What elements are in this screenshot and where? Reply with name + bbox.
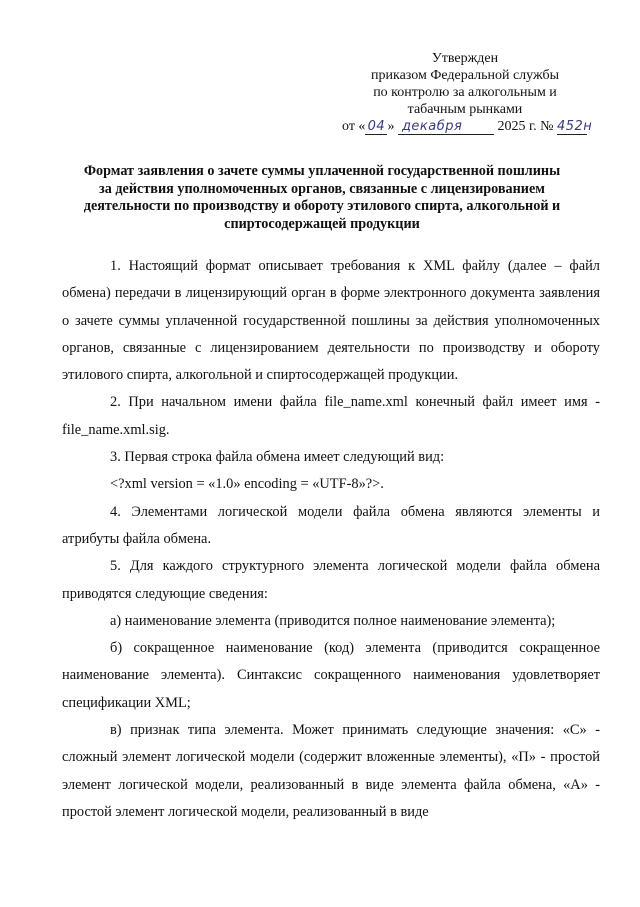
date-month-field <box>398 120 494 135</box>
paragraph-5-v: в) признак типа элемента. Может принимать следующие значения: «С» - сложный элемент логической модели (содержит вложенные элементы), «П» - простой элемент логической модели, реализованный в виде элемента файла обмена, «А» - простой элемент логической модели, реализованный в виде <box>62 722 600 820</box>
title-line-4: спиртосодержащей продукции <box>224 215 420 232</box>
date-day-handwritten: 04 <box>367 119 386 134</box>
date-prefix: от « <box>342 119 366 134</box>
order-number-handwritten: 452н <box>556 119 593 134</box>
date-day-field <box>365 120 387 135</box>
date-month-handwritten: декабря <box>401 119 463 134</box>
paragraph-4: 4. Элементами логической модели файла обмена являются элементы и атрибуты файла обмена. <box>62 503 600 547</box>
date-mid: » <box>387 119 395 134</box>
approval-line-4: табачным рынками <box>407 102 523 117</box>
paragraph-3-xml-line: <?xml version = «1.0» encoding = «UTF-8»?>. <box>110 476 384 493</box>
paragraph-5-a: а) наименование элемента (приводится полное наименование элемента); <box>110 612 556 629</box>
document-title <box>62 163 582 233</box>
title-line-3: деятельности по производству и обороту этилового спирта, алкогольной и <box>83 198 561 214</box>
order-number-field <box>556 119 593 135</box>
approval-line-3: по контролю за алкогольным и <box>373 85 557 100</box>
title-line-1: Формат заявления о зачете суммы уплаченной государственной пошлины <box>83 163 561 179</box>
paragraph-5-b: б) сокращенное наименование (код) элемента (приводится сокращенное наименование элемента). Синтаксис сокращенного наименования удовлетворяет спецификации XML; <box>62 640 600 711</box>
paragraph-1: 1. Настоящий формат описывает требования к XML файлу (далее – файл обмена) передачи в лицензирующий орган в форме электронного документа заявления о зачете суммы уплаченной государственной пошлины за действия уполномоченных органов, связанные с лицензированием деятельности по производству и обороту этилового спирта, алкогольной и спиртосодержащей продукции. <box>62 258 600 384</box>
date-year-number-label: 2025 г. № <box>497 119 554 134</box>
approval-block <box>330 50 600 135</box>
paragraph-5: 5. Для каждого структурного элемента логической модели файла обмена приводятся следующие сведения: <box>62 558 600 602</box>
title-line-2: за действия уполномоченных органов, связанные с лицензированием <box>99 180 545 197</box>
paragraph-3: 3. Первая строка файла обмена имеет следующий вид: <box>110 449 445 466</box>
approval-line-2: приказом Федеральной службы <box>371 68 559 83</box>
document-body <box>62 253 600 826</box>
paragraph-2: 2. При начальном имени файла file_name.xml конечный файл имеет имя - file_name.xml.sig. <box>62 394 600 438</box>
approval-date-line <box>330 118 600 135</box>
approval-heading: Утвержден <box>431 51 499 66</box>
